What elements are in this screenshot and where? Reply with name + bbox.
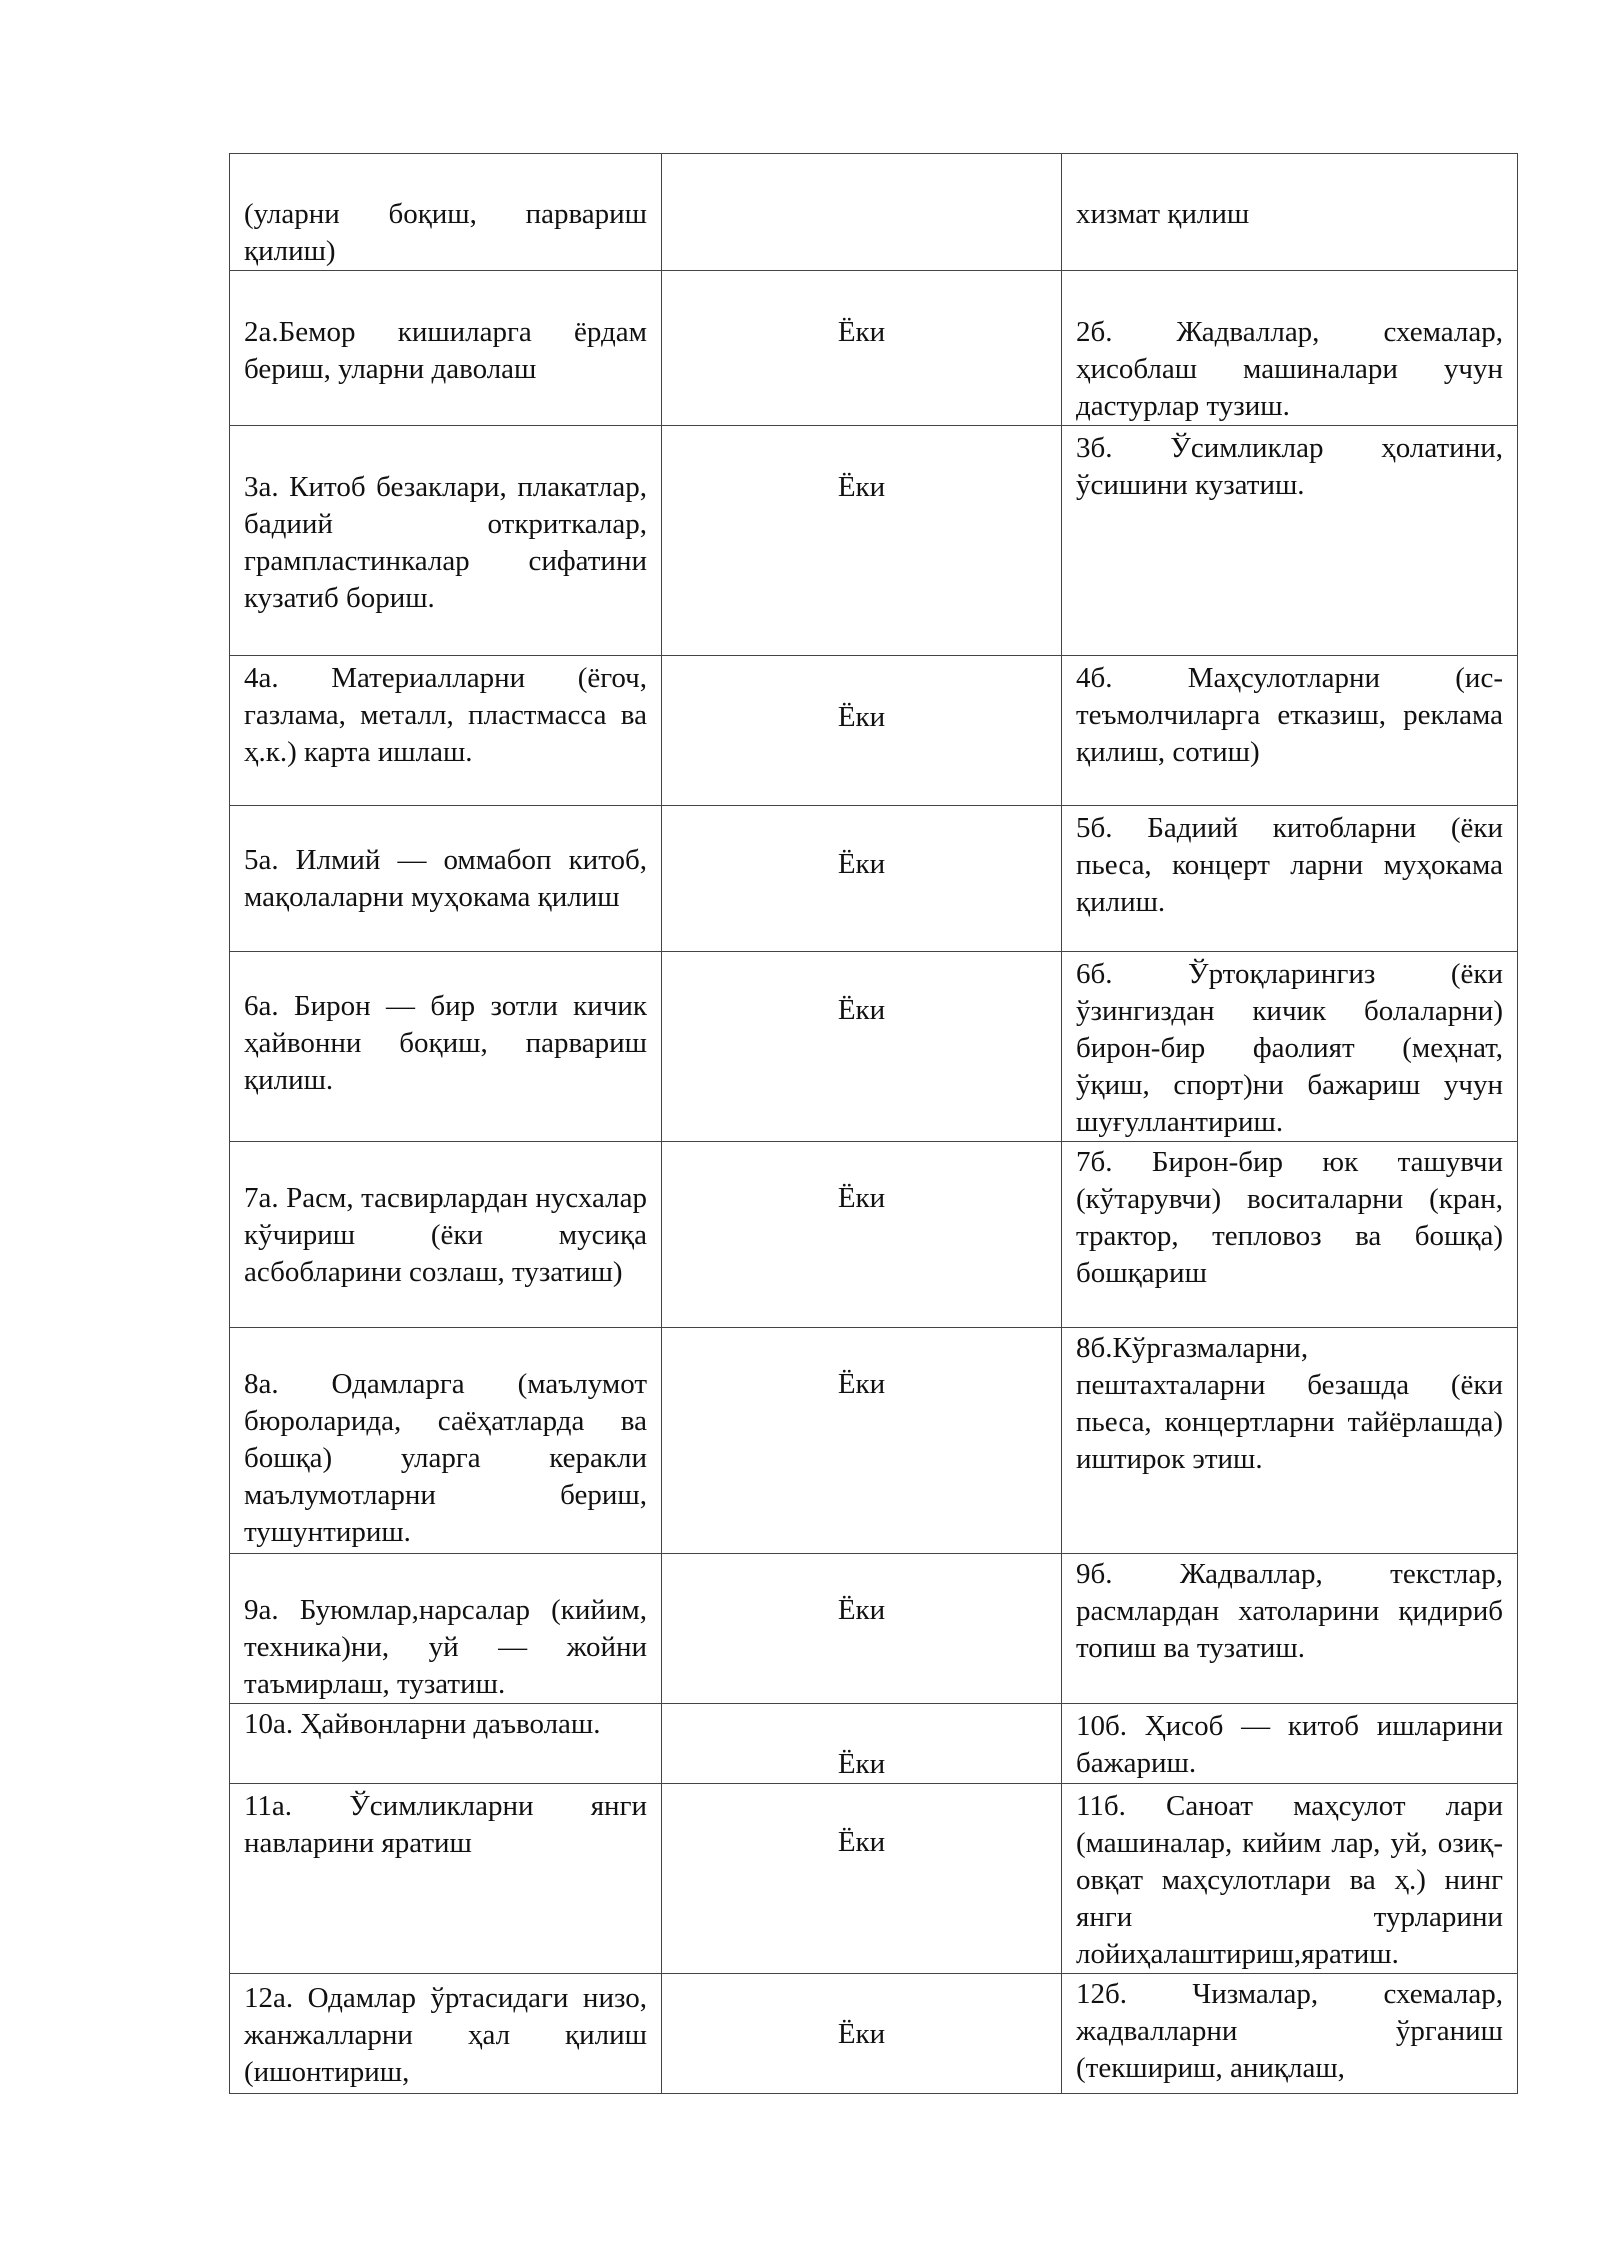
table-row	[230, 656, 1518, 806]
table-row	[230, 952, 1518, 1142]
left-cell: 12а. Одамлар ўртасидаги низо, жанжалларни ҳал қилиш (ишонтириш,	[230, 1974, 662, 2094]
table-row	[230, 271, 1518, 426]
left-cell: 7а. Расм, тасвирлардан нусхалар кўчириш (ёки мусиқа асбобларини созлаш, тузатиш)	[230, 1142, 662, 1328]
middle-cell: Ёки	[662, 1328, 1062, 1554]
left-cell: 10а. Ҳайвонларни даъволаш.	[230, 1704, 662, 1784]
right-cell: 11б. Саноат маҳсулот лари (машиналар, кийим лар, уй, озиқ-овқат маҳсулотлари ва ҳ.) нинг янги турларини лойиҳалаштириш,яратиш.	[1062, 1784, 1518, 1974]
right-cell: 8б.Кўргазмаларни, пештахталарни безашда (ёки пьеса, концертларни тайёрлашда) иштирок этиш.	[1062, 1328, 1518, 1554]
middle-cell: Ёки	[662, 426, 1062, 656]
right-cell: 12б. Чизмалар, схемалар, жадвалларни ўрганиш (текшириш, аниқлаш,	[1062, 1974, 1518, 2094]
left-cell: 8а. Одамларга (маълумот бюроларида, саёҳатларда ва бошқа) уларга керакли маълумотларни бериш, тушунтириш.	[230, 1328, 662, 1554]
right-cell: хизмат қилиш	[1062, 154, 1518, 271]
left-cell: (уларни боқиш, парвариш қилиш)	[230, 154, 662, 271]
middle-cell: Ёки	[662, 1554, 1062, 1704]
table-row	[230, 426, 1518, 656]
table-row	[230, 1142, 1518, 1328]
middle-cell	[662, 154, 1062, 271]
middle-cell: Ёки	[662, 271, 1062, 426]
table-row	[230, 1554, 1518, 1704]
left-cell: 3а. Китоб безаклари, плакатлар, бадиий откриткалар, грампластинкалар сифатини кузатиб бориш.	[230, 426, 662, 656]
table-row	[230, 806, 1518, 952]
right-cell: 6б. Ўртоқларингиз (ёки ўзингиздан кичик болаларни) бирон-бир фаолият (меҳнат, ўқиш, спорт)ни бажариш учун шуғуллантириш.	[1062, 952, 1518, 1142]
table-row	[230, 1784, 1518, 1974]
middle-cell: Ёки	[662, 806, 1062, 952]
left-cell: 6а. Бирон — бир зотли кичик ҳайвонни боқиш, парвариш қилиш.	[230, 952, 662, 1142]
table-row	[230, 154, 1518, 271]
table-row	[230, 1974, 1518, 2094]
table-row	[230, 1704, 1518, 1784]
middle-cell: Ёки	[662, 1784, 1062, 1974]
left-cell: 4а. Материалларни (ёгоч, газлама, металл, пластмасса ва ҳ.к.) карта ишлаш.	[230, 656, 662, 806]
right-cell: 2б. Жадваллар, схемалар, ҳисоблаш машиналари учун дастурлар тузиш.	[1062, 271, 1518, 426]
middle-cell: Ёки	[662, 1704, 1062, 1784]
left-cell: 5а. Илмий — оммабоп китоб, мақолаларни муҳокама қилиш	[230, 806, 662, 952]
middle-cell: Ёки	[662, 656, 1062, 806]
right-cell: 5б. Бадиий китобларни (ёки пьеса, концерт ларни муҳокама қилиш.	[1062, 806, 1518, 952]
right-cell: 3б. Ўсимликлар ҳолатини, ўсишини кузатиш.	[1062, 426, 1518, 656]
right-cell: 7б. Бирон-бир юк ташувчи (кўтарувчи) воситаларни (кран, трактор, тепловоз ва бошқа) бошқариш	[1062, 1142, 1518, 1328]
right-cell: 10б. Ҳисоб — китоб ишларини бажариш.	[1062, 1704, 1518, 1784]
questionnaire-table	[229, 153, 1518, 2094]
left-cell: 11а. Ўсимликларни янги навларини яратиш	[230, 1784, 662, 1974]
middle-cell: Ёки	[662, 952, 1062, 1142]
left-cell: 2а.Бемор кишиларга ёрдам бериш, уларни даволаш	[230, 271, 662, 426]
table-row	[230, 1328, 1518, 1554]
right-cell: 9б. Жадваллар, текстлар, расмлардан хатоларини қидириб топиш ва тузатиш.	[1062, 1554, 1518, 1704]
left-cell: 9а. Буюмлар,нарсалар (кийим, техника)ни, уй — жойни таъмирлаш, тузатиш.	[230, 1554, 662, 1704]
right-cell: 4б. Маҳсулотларни (истеъмолчиларга етказиш, реклама қилиш, сотиш)	[1062, 656, 1518, 806]
middle-cell: Ёки	[662, 1974, 1062, 2094]
middle-cell: Ёки	[662, 1142, 1062, 1328]
